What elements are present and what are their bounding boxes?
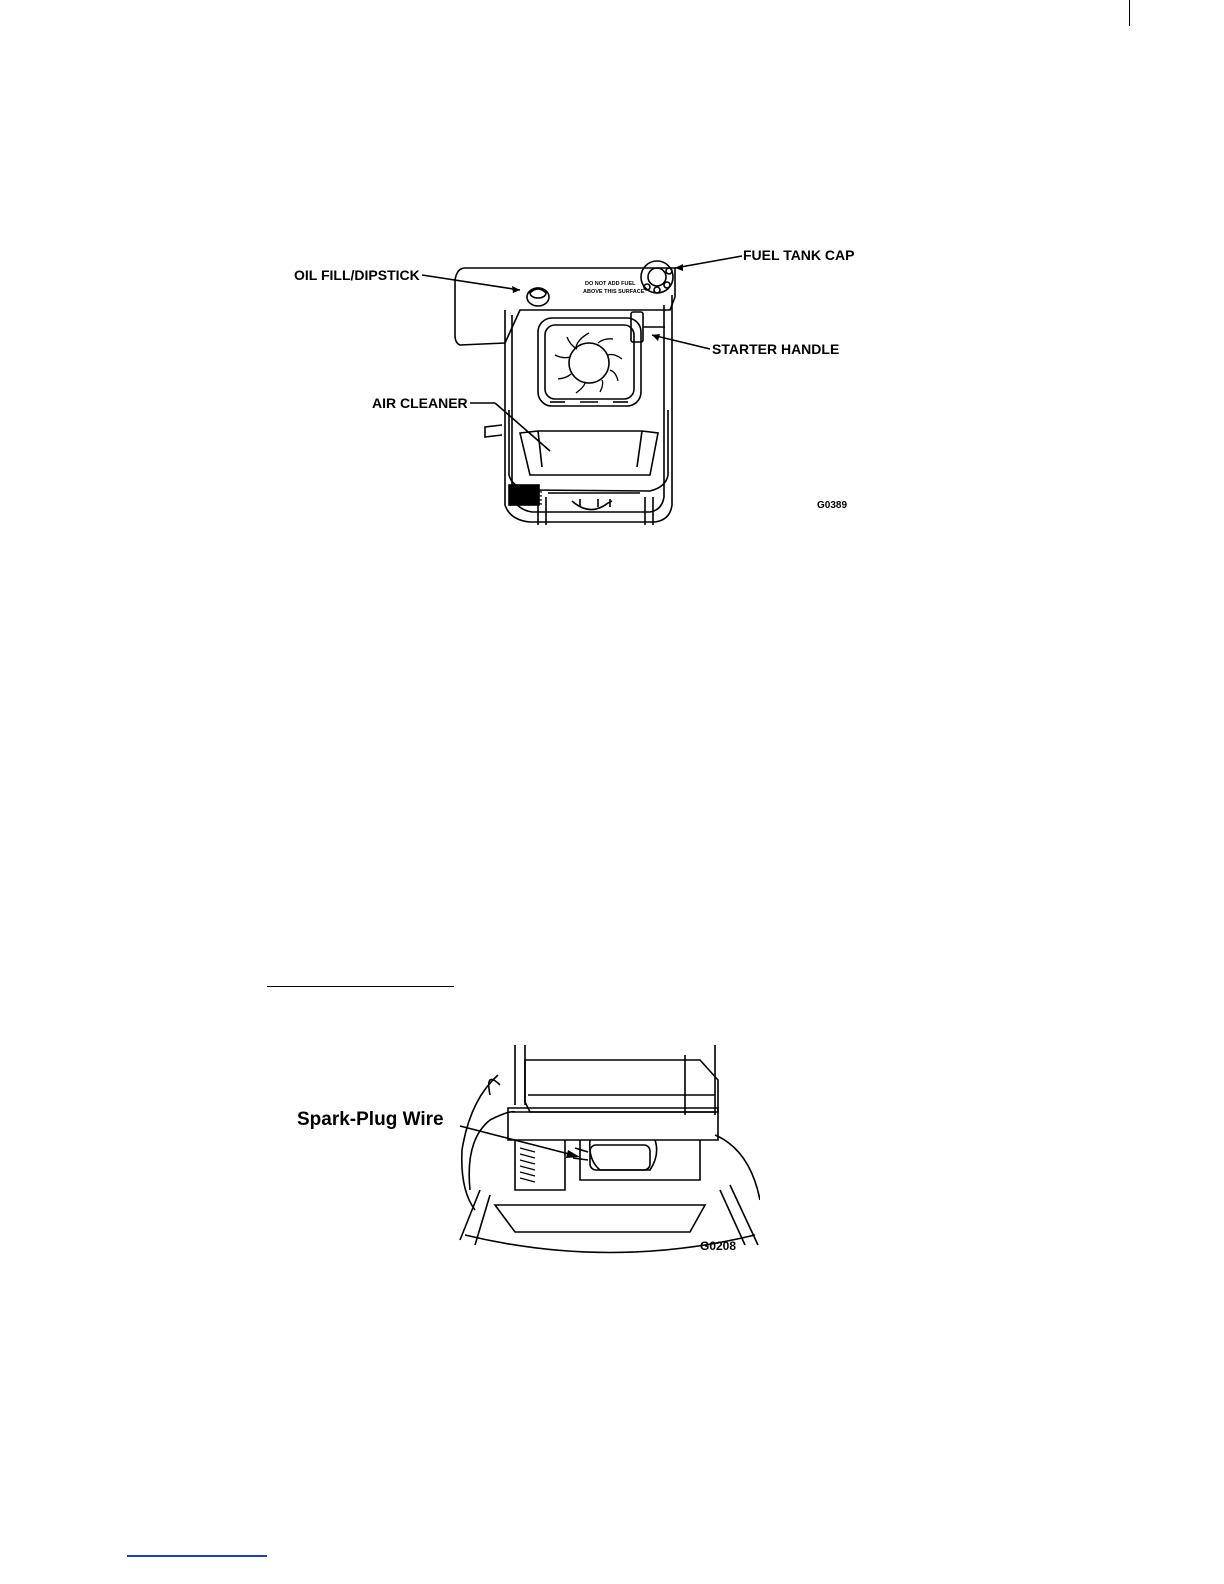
engine-top-view-figure (280, 235, 880, 535)
fuel-tank-cap-label: FUEL TANK CAP (743, 247, 855, 263)
spark-plug-drawing (290, 1040, 760, 1260)
figure-code-g0208: G0208 (700, 1239, 737, 1253)
oil-fill-dipstick-label: OIL FILL/DIPSTICK (294, 267, 420, 283)
footer-link-rule[interactable] (127, 1555, 267, 1557)
figure-code-g0389: G0389 (817, 500, 848, 511)
page-edge-rule (1129, 0, 1130, 26)
section-rule (267, 986, 454, 987)
spark-plug-figure (290, 1040, 760, 1260)
air-cleaner-label: AIR CLEANER (372, 395, 468, 411)
starter-handle-label: STARTER HANDLE (712, 341, 840, 357)
tank-warning-line1: DO NOT ADD FUEL (585, 281, 636, 287)
spark-plug-wire-label: Spark-Plug Wire (297, 1109, 444, 1130)
engine-top-view-drawing (280, 235, 880, 535)
tank-warning-line2: ABOVE THIS SURFACE (583, 289, 645, 295)
